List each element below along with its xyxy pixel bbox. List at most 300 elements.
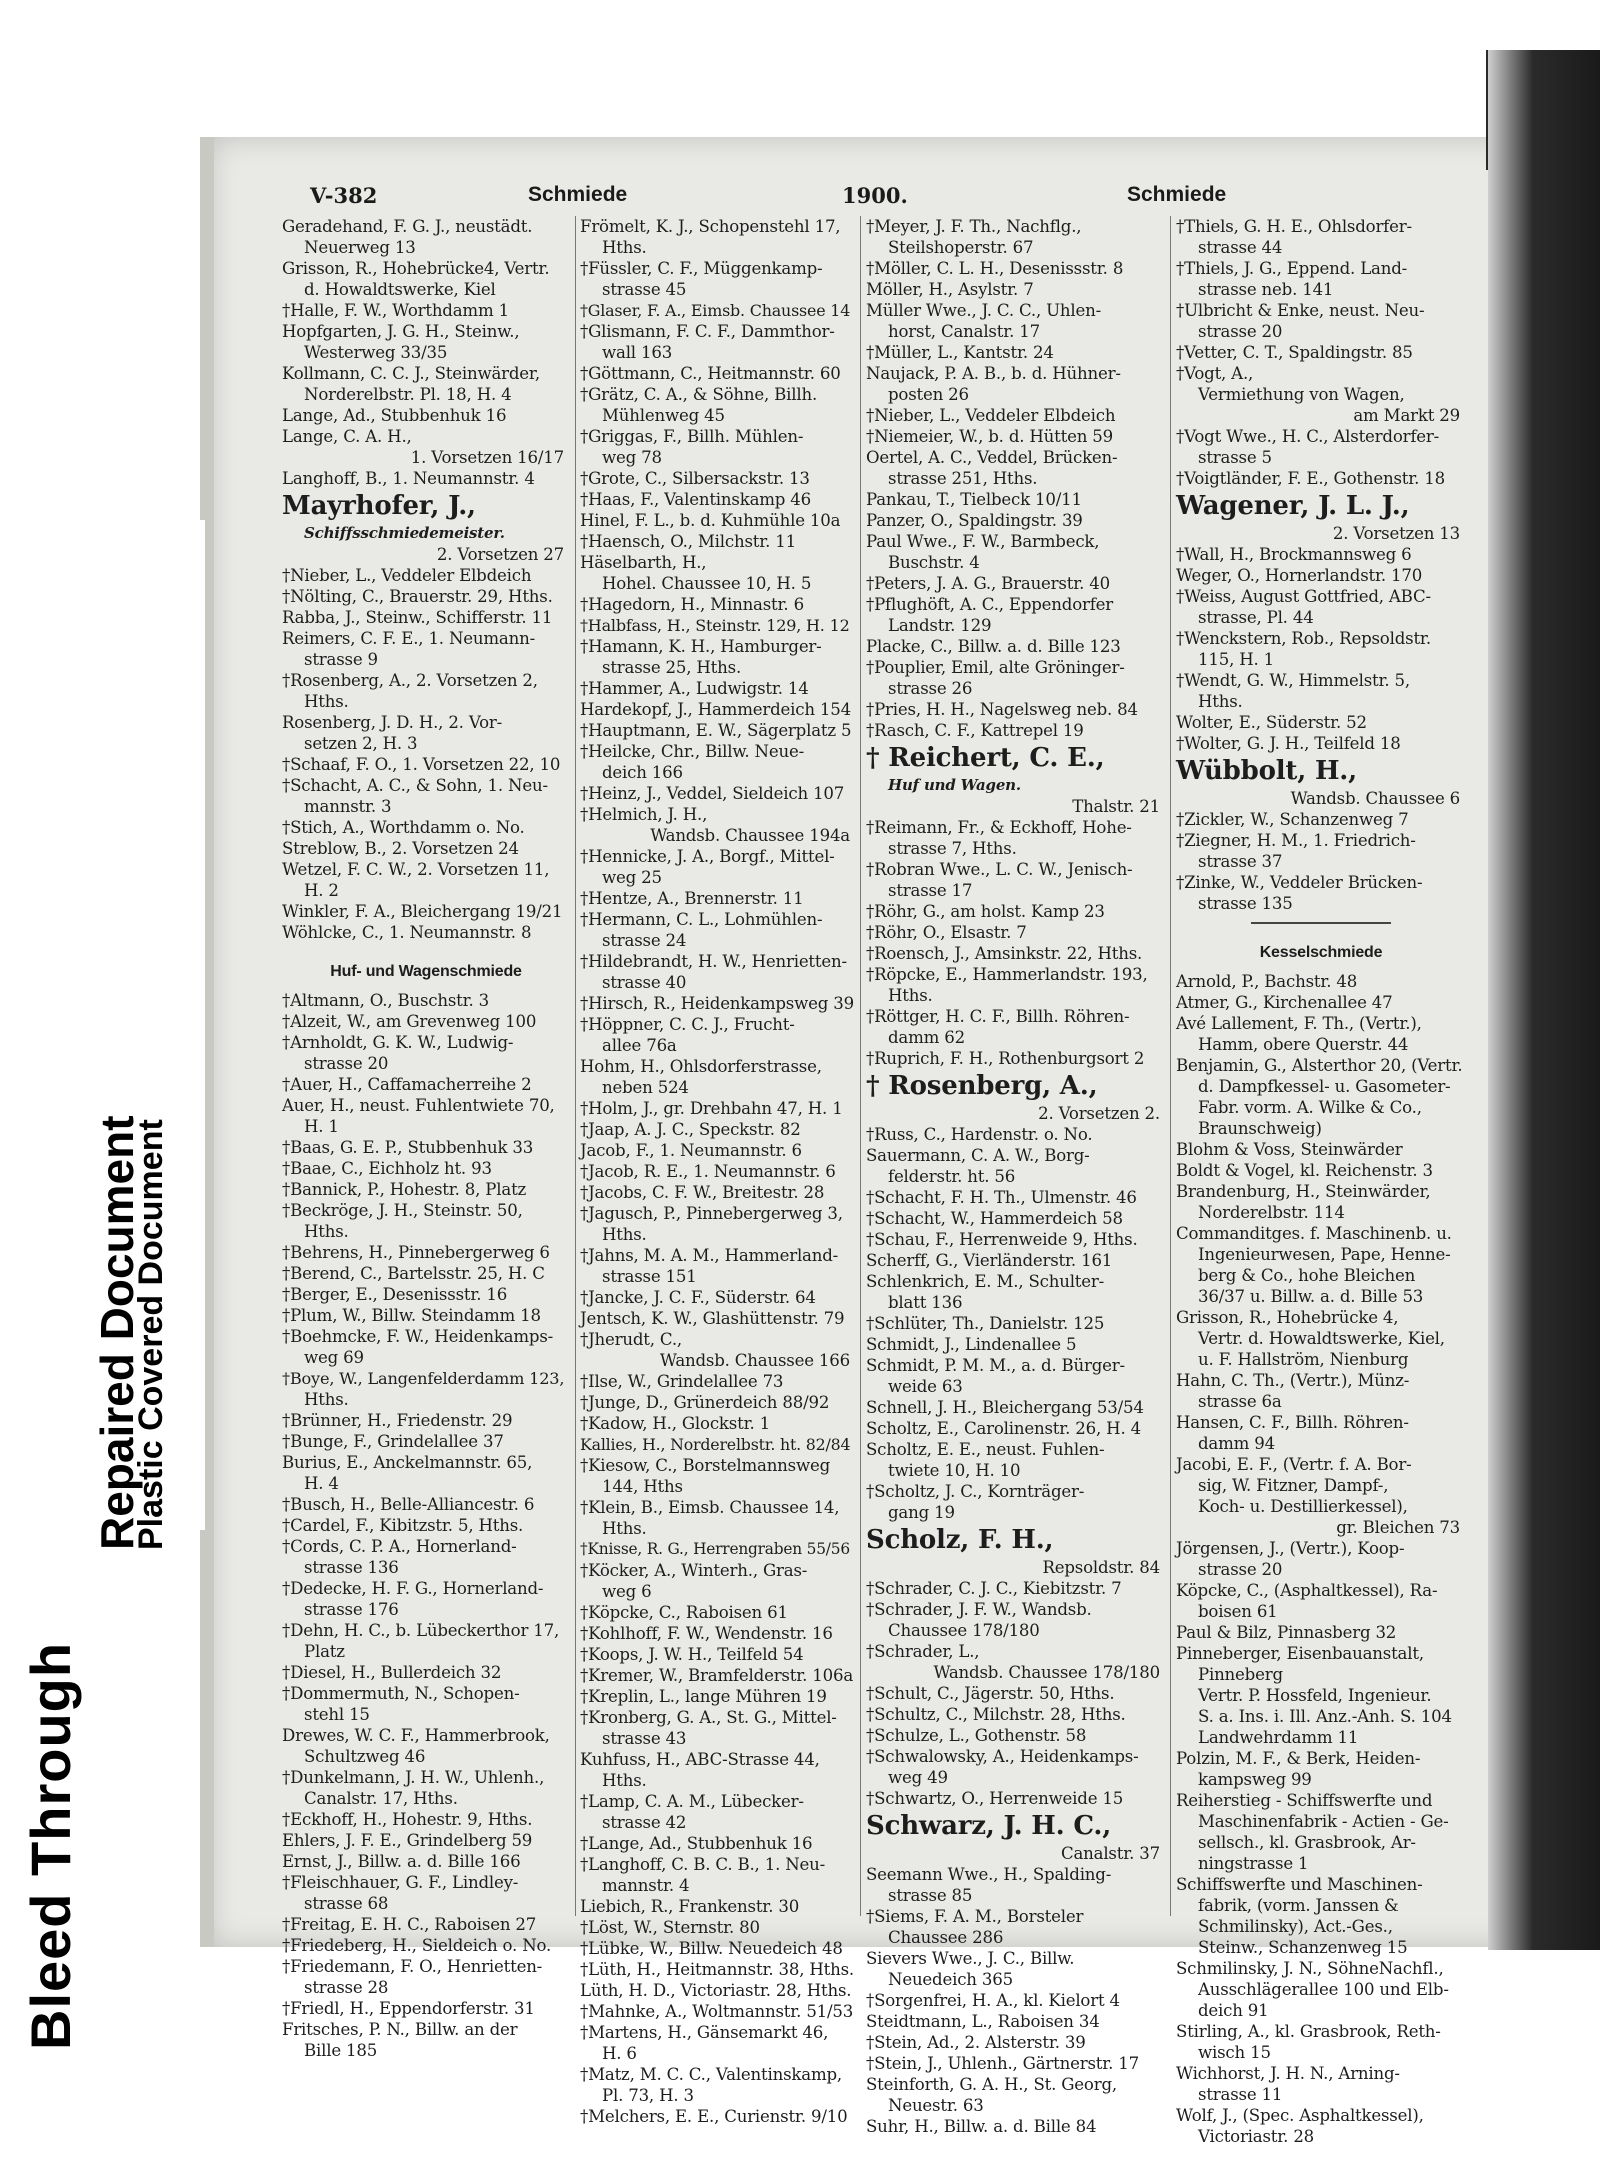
directory-line: wall 163 <box>602 343 673 362</box>
directory-line: †Füssler, C. F., Müggenkamp- <box>580 259 823 278</box>
directory-line: †Grote, C., Silbersackstr. 13 <box>580 469 810 488</box>
directory-line: fabrik, (vorm. Janssen & <box>1198 1896 1399 1915</box>
directory-line: †Brünner, H., Friedenstr. 29 <box>282 1411 513 1430</box>
directory-line: †Hagedorn, H., Minnastr. 6 <box>580 595 804 614</box>
directory-line: †Jherudt, C., <box>580 1330 682 1349</box>
directory-line: †Schrader, C. J. C., Kiebitzstr. 7 <box>866 1579 1122 1598</box>
directory-line: Atmer, G., Kirchenallee 47 <box>1176 993 1393 1012</box>
directory-line: †Schrader, J. F. W., Wandsb. <box>866 1600 1092 1619</box>
directory-line: †Jacob, R. E., 1. Neumannstr. 6 <box>580 1162 836 1181</box>
directory-line: †Kronberg, G. A., St. G., Mittel- <box>580 1708 837 1727</box>
directory-line: †Hermann, C. L., Lohmühlen- <box>580 910 823 929</box>
directory-line: Vermiethung von Wagen, <box>1198 385 1405 404</box>
highlighted-entry: † Rosenberg, A., <box>866 1071 1098 1101</box>
directory-line: strasse 11 <box>1198 2085 1283 2104</box>
directory-line: Müller Wwe., J. C. C., Uhlen- <box>866 301 1102 320</box>
directory-line: †Schaaf, F. O., 1. Vorsetzen 22, 10 <box>282 755 561 774</box>
directory-line: Schmilinsky), Act.-Ges., <box>1198 1917 1393 1936</box>
directory-line: †Glaser, F. A., Eimsb. Chaussee 14 <box>580 301 851 320</box>
directory-line: Hardekopf, J., Hammerdeich 154 <box>580 700 851 719</box>
directory-line: Drewes, W. C. F., Hammerbrook, <box>282 1726 550 1745</box>
directory-line: Ehlers, J. F. E., Grindelberg 59 <box>282 1831 533 1850</box>
directory-line: Köpcke, C., (Asphaltkessel), Ra- <box>1176 1581 1438 1600</box>
directory-line: allee 76a <box>602 1036 677 1055</box>
directory-line: †Göttmann, C., Heitmannstr. 60 <box>580 364 841 383</box>
directory-line: strasse 37 <box>1198 852 1283 871</box>
page-header <box>280 183 1470 215</box>
directory-line: †Halbfass, H., Steinstr. 129, H. 12 <box>580 616 850 635</box>
directory-line: Reimers, C. F. E., 1. Neumann- <box>282 629 535 648</box>
directory-line: Seemann Wwe., H., Spalding- <box>866 1865 1112 1884</box>
directory-line: Ingenieurwesen, Pape, Henne- <box>1198 1245 1451 1264</box>
directory-line: †Matz, M. C. C., Valentinskamp, <box>580 2065 842 2084</box>
directory-line: †Kadow, H., Glockstr. 1 <box>580 1414 770 1433</box>
column-3 <box>866 216 1166 2137</box>
directory-line: Hopfgarten, J. G. H., Steinw., <box>282 322 520 341</box>
directory-line: †Martens, H., Gänsemarkt 46, <box>580 2023 829 2042</box>
section-heading: Huf- und Wagenschmiede <box>330 963 522 980</box>
directory-line: †Friedemann, F. O., Henrietten- <box>282 1957 543 1976</box>
directory-line: Oertel, A. C., Veddel, Brücken- <box>866 448 1118 467</box>
directory-line: strasse 7, Hths. <box>888 839 1017 858</box>
directory-line: Hths. <box>888 986 933 1005</box>
scan-border-right <box>1488 50 1600 1950</box>
directory-line: d. Howaldtswerke, Kiel <box>304 280 496 299</box>
directory-line: †Auer, H., Caffamacherreihe 2 <box>282 1075 532 1094</box>
directory-line: Hths. <box>602 238 647 257</box>
directory-line: Schnell, J. H., Bleichergang 53/54 <box>866 1398 1144 1417</box>
directory-line: strasse 68 <box>304 1894 389 1913</box>
directory-line: 115, H. 1 <box>1198 650 1274 669</box>
directory-line: H. 4 <box>304 1474 339 1493</box>
directory-line: †Müller, L., Kantstr. 24 <box>866 343 1054 362</box>
directory-line: †Altmann, O., Buschstr. 3 <box>282 991 490 1010</box>
directory-line: †Beckröge, J. H., Steinstr. 50, <box>282 1201 523 1220</box>
directory-line: †Friedl, H., Eppendorferstr. 31 <box>282 1999 535 2018</box>
directory-line: am Markt 29 <box>1353 406 1460 425</box>
directory-line: Hths. <box>602 1519 647 1538</box>
directory-line: 2. Vorsetzen 13 <box>1332 524 1460 543</box>
repaired-document-label: Repaired Document <box>91 1115 143 1550</box>
directory-line: Victoriastr. 28 <box>1198 2127 1315 2146</box>
directory-line: horst, Canalstr. 17 <box>888 322 1040 341</box>
directory-line: posten 26 <box>888 385 969 404</box>
directory-line: †Niemeier, W., b. d. Hütten 59 <box>866 427 1113 446</box>
directory-line: S. a. Ins. i. Ill. Anz.-Anh. S. 104 <box>1198 1707 1452 1726</box>
directory-line: Fabr. vorm. A. Wilke & Co., <box>1198 1098 1422 1117</box>
directory-line: †Jancke, J. C. F., Süderstr. 64 <box>580 1288 816 1307</box>
directory-line: weg 25 <box>602 868 662 887</box>
directory-line: Chaussee 286 <box>888 1928 1004 1947</box>
directory-line: Repsoldstr. 84 <box>1042 1558 1160 1577</box>
directory-line: Wolf, J., (Spec. Asphaltkessel), <box>1176 2106 1424 2125</box>
directory-line: wisch 15 <box>1198 2043 1271 2062</box>
directory-line: †Schulze, L., Gothenstr. 58 <box>866 1726 1087 1745</box>
directory-line: Jacob, F., 1. Neumannstr. 6 <box>580 1141 802 1160</box>
directory-line: Schmidt, P. M. M., a. d. Bürger- <box>866 1356 1125 1375</box>
directory-line: †Sorgenfrei, H. A., kl. Kielort 4 <box>866 1991 1120 2010</box>
directory-line: †Röhr, G., am holst. Kamp 23 <box>866 902 1105 921</box>
directory-line: Winkler, F. A., Bleichergang 19/21 <box>282 902 563 921</box>
directory-line: Schultzweg 46 <box>304 1747 426 1766</box>
directory-line: setzen 2, H. 3 <box>304 734 418 753</box>
directory-line: Wandsb. Chaussee 166 <box>659 1351 850 1370</box>
directory-line: †Nieber, L., Veddeler Elbdeich <box>866 406 1116 425</box>
directory-line: †Wendt, G. W., Himmelstr. 5, <box>1176 671 1410 690</box>
directory-line: †Hildebrandt, H. W., Henrietten- <box>580 952 847 971</box>
directory-line: †Bunge, F., Grindelallee 37 <box>282 1432 504 1451</box>
header-right-title: Schmiede <box>1127 183 1227 206</box>
directory-line: strasse 17 <box>888 881 973 900</box>
directory-line: Wandsb. Chaussee 178/180 <box>933 1663 1160 1682</box>
column-4 <box>1176 216 1466 2147</box>
directory-line: †Schwalowsky, A., Heidenkamps- <box>866 1747 1139 1766</box>
side-label-panel <box>0 520 205 2050</box>
directory-line: †Vetter, C. T., Spaldingstr. 85 <box>1176 343 1413 362</box>
directory-line: H. 1 <box>304 1117 339 1136</box>
directory-line: Paul Wwe., F. W., Barmbeck, <box>866 532 1100 551</box>
directory-line: †Siems, F. A. M., Borsteler <box>866 1907 1084 1926</box>
directory-line: Polzin, M. F., & Berk, Heiden- <box>1176 1749 1421 1768</box>
directory-line: Rosenberg, J. D. H., 2. Vor- <box>282 713 503 732</box>
directory-line: Kallies, H., Norderelbstr. ht. 82/84 <box>580 1435 851 1454</box>
directory-line: twiete 10, H. 10 <box>888 1461 1021 1480</box>
page-number: V-382 <box>310 183 378 208</box>
directory-line: neben 524 <box>602 1078 689 1097</box>
directory-line: Kollmann, C. C. J., Steinwärder, <box>282 364 540 383</box>
directory-line: Sievers Wwe., J. C., Billw. <box>866 1949 1075 1968</box>
directory-line: †Röhr, O., Elsastr. 7 <box>866 923 1027 942</box>
directory-line: Avé Lallement, F. Th., (Vertr.), <box>1176 1014 1422 1033</box>
directory-line: Norderelbstr. 114 <box>1198 1203 1345 1222</box>
directory-line: †Schultz, C., Milchstr. 28, Hths. <box>866 1705 1126 1724</box>
directory-line: †Röttger, H. C. F., Billh. Röhren- <box>866 1007 1130 1026</box>
directory-line: mannstr. 4 <box>602 1876 690 1895</box>
directory-line: Liebich, R., Frankenstr. 30 <box>580 1897 800 1916</box>
directory-line: †Friedeberg, H., Sieldeich o. No. <box>282 1936 552 1955</box>
directory-line: Placke, C., Billw. a. d. Bille 123 <box>866 637 1121 656</box>
directory-line: †Schult, C., Jägerstr. 50, Hths. <box>866 1684 1115 1703</box>
directory-line: †Arnholdt, G. K. W., Ludwig- <box>282 1033 514 1052</box>
directory-line: Ausschlägerallee 100 und Elb- <box>1198 1980 1449 1999</box>
directory-line: †Meyer, J. F. Th., Nachflg., <box>866 217 1082 236</box>
directory-line: Suhr, H., Billw. a. d. Bille 84 <box>866 2117 1097 2136</box>
directory-line: Pinneberger, Eisenbauanstalt, <box>1176 1644 1424 1663</box>
directory-line: Koch- u. Destillierkessel), <box>1198 1497 1408 1516</box>
directory-line: †Behrens, H., Pinnebergerweg 6 <box>282 1243 550 1262</box>
directory-line: Reiherstieg - Schiffswerfte und <box>1176 1791 1433 1810</box>
directory-line: †Löst, W., Sternstr. 80 <box>580 1918 760 1937</box>
directory-line: gr. Bleichen 73 <box>1336 1518 1460 1537</box>
directory-line: Jacobi, E. F., (Vertr. f. A. Bor- <box>1176 1455 1412 1474</box>
directory-line: †Peters, J. A. G., Brauerstr. 40 <box>866 574 1110 593</box>
directory-line: Hohel. Chaussee 10, H. 5 <box>602 574 812 593</box>
directory-line: Buschstr. 4 <box>888 553 980 572</box>
directory-line: †Jagusch, P., Pinnebergerweg 3, <box>580 1204 843 1223</box>
directory-line: strasse, Pl. 44 <box>1198 608 1314 627</box>
directory-line: †Diesel, H., Bullerdeich 32 <box>282 1663 502 1682</box>
directory-line: †Koops, J. W. H., Teilfeld 54 <box>580 1645 804 1664</box>
directory-line: strasse 45 <box>602 280 687 299</box>
directory-line: Schlenkrich, E. M., Schulter- <box>866 1272 1105 1291</box>
highlighted-entry: Mayrhofer, J., <box>282 491 476 521</box>
directory-line: Pinneberg <box>1198 1665 1283 1684</box>
directory-line: †Klein, B., Eimsb. Chaussee 14, <box>580 1498 840 1517</box>
directory-line: †Schacht, A. C., & Sohn, 1. Neu- <box>282 776 548 795</box>
header-left-title: Schmiede <box>528 183 628 206</box>
directory-line: †Baae, C., Eichholz ht. 93 <box>282 1159 492 1178</box>
section-rule <box>1251 922 1391 924</box>
directory-line: †Rasch, C. F., Kattrepel 19 <box>866 721 1084 740</box>
directory-line: boisen 61 <box>1198 1602 1278 1621</box>
directory-line: †Hennicke, J. A., Borgf., Mittel- <box>580 847 835 866</box>
directory-line: †Jaap, A. J. C., Speckstr. 82 <box>580 1120 801 1139</box>
highlighted-entry: Wagener, J. L. J., <box>1176 491 1410 521</box>
directory-line: Schiffsschmiedemeister. <box>304 524 505 542</box>
directory-line: Hansen, C. F., Billh. Röhren- <box>1176 1413 1409 1432</box>
directory-line: strasse 6a <box>1198 1392 1282 1411</box>
directory-line: strasse 20 <box>1198 322 1283 341</box>
directory-line: Hamm, obere Querstr. 44 <box>1198 1035 1409 1054</box>
directory-line: Wolter, E., Süderstr. 52 <box>1176 713 1367 732</box>
directory-line: †Halle, F. W., Worthdamm 1 <box>282 301 509 320</box>
directory-line: Häselbarth, H., <box>580 553 707 572</box>
directory-line: †Hauptmann, E. W., Sägerplatz 5 <box>580 721 852 740</box>
directory-line: Vertr. P. Hossfeld, Ingenieur. <box>1198 1686 1432 1705</box>
directory-line: †Kreplin, L., lange Mühren 19 <box>580 1687 827 1706</box>
directory-line: †Ulbricht & Enke, neust. Neu- <box>1176 301 1425 320</box>
directory-line: ningstrasse 1 <box>1198 1854 1309 1873</box>
directory-line: †Haas, F., Valentinskamp 46 <box>580 490 812 509</box>
directory-line: strasse 26 <box>888 679 973 698</box>
directory-line: Kuhfuss, H., ABC-Strasse 44, <box>580 1750 820 1769</box>
directory-line: weg 49 <box>888 1768 948 1787</box>
directory-line: strasse 20 <box>1198 1560 1283 1579</box>
directory-line: †Ruprich, F. H., Rothenburgsort 2 <box>866 1049 1145 1068</box>
directory-line: †Höppner, C. C. J., Frucht- <box>580 1015 795 1034</box>
directory-line: †Ilse, W., Grindelallee 73 <box>580 1372 784 1391</box>
directory-line: strasse neb. 141 <box>1198 280 1334 299</box>
directory-line: †Heilcke, Chr., Billw. Neue- <box>580 742 804 761</box>
directory-line: Platz <box>304 1642 345 1661</box>
directory-line: Langhoff, B., 1. Neumannstr. 4 <box>282 469 535 488</box>
directory-line: †Schacht, W., Hammerdeich 58 <box>866 1209 1123 1228</box>
directory-line: kampsweg 99 <box>1198 1770 1312 1789</box>
column-1 <box>282 216 570 2061</box>
directory-line: †Fleischhauer, G. F., Lindley- <box>282 1873 519 1892</box>
directory-line: †Knisse, R. G., Herrengraben 55/56 <box>580 1540 850 1558</box>
directory-line: Sauermann, C. A. W., Borg- <box>866 1146 1090 1165</box>
directory-line: Chaussee 178/180 <box>888 1621 1040 1640</box>
directory-line: strasse 151 <box>602 1267 697 1286</box>
directory-line: †Alzeit, W., am Grevenweg 100 <box>282 1012 537 1031</box>
directory-line: Auer, H., neust. Fuhlentwiete 70, <box>282 1096 555 1115</box>
directory-line: †Möller, C. L. H., Desenissstr. 8 <box>866 259 1124 278</box>
directory-line: Paul & Bilz, Pinnasberg 32 <box>1176 1623 1397 1642</box>
directory-line: Brandenburg, H., Steinwärder, <box>1176 1182 1431 1201</box>
directory-line: †Busch, H., Belle-Alliancestr. 6 <box>282 1495 535 1514</box>
directory-line: Grisson, R., Hohebrücke4, Vertr. <box>282 259 550 278</box>
directory-line: Lange, Ad., Stubbenhuk 16 <box>282 406 507 425</box>
directory-line: 144, Hths <box>602 1477 683 1496</box>
directory-line: Wetzel, F. C. W., 2. Vorsetzen 11, <box>282 860 550 879</box>
directory-line: †Junge, D., Grünerdeich 88/92 <box>580 1393 830 1412</box>
directory-line: Schmilinsky, J. N., SöhneNachfl., <box>1176 1959 1444 1978</box>
directory-line: †Schacht, F. H. Th., Ulmenstr. 46 <box>866 1188 1137 1207</box>
directory-line: †Jahns, M. A. M., Hammerland- <box>580 1246 839 1265</box>
directory-line: Benjamin, G., Alsterthor 20, (Vertr. <box>1176 1056 1463 1075</box>
directory-line: 1. Vorsetzen 16/17 <box>410 448 564 467</box>
directory-line: †Boehmcke, F. W., Heidenkamps- <box>282 1327 554 1346</box>
directory-line: Hohm, H., Ohlsdorferstrasse, <box>580 1057 822 1076</box>
directory-line: †Nölting, C., Brauerstr. 29, Hths. <box>282 587 553 606</box>
directory-line: Panzer, O., Spaldingstr. 39 <box>866 511 1083 530</box>
directory-line: †Russ, C., Hardenstr. o. No. <box>866 1125 1093 1144</box>
section-heading: Kesselschmiede <box>1259 944 1383 961</box>
directory-line: weg 78 <box>602 448 662 467</box>
directory-line: †Schlüter, Th., Danielstr. 125 <box>866 1314 1105 1333</box>
directory-line: †Berger, E., Desenissstr. 16 <box>282 1285 508 1304</box>
directory-line: Vertr. d. Howaldtswerke, Kiel, <box>1198 1329 1445 1348</box>
directory-line: Scherff, G., Vierländerstr. 161 <box>866 1251 1113 1270</box>
directory-line: strasse 5 <box>1198 448 1272 467</box>
column-2 <box>580 216 856 2127</box>
directory-line: †Thiels, J. G., Eppend. Land- <box>1176 259 1408 278</box>
directory-line: Neuestr. 63 <box>888 2096 984 2115</box>
directory-line: Ernst, J., Billw. a. d. Bille 166 <box>282 1852 521 1871</box>
directory-line: †Mahnke, A., Woltmannstr. 51/53 <box>580 2002 854 2021</box>
directory-line: Canalstr. 17, Hths. <box>304 1789 458 1808</box>
directory-line: Jörgensen, J., (Vertr.), Koop- <box>1176 1539 1405 1558</box>
directory-line: gang 19 <box>888 1503 955 1522</box>
directory-line: weide 63 <box>888 1377 963 1396</box>
directory-line: †Weiss, August Gottfried, ABC- <box>1176 587 1431 606</box>
directory-line: †Dedecke, H. F. G., Hornerland- <box>282 1579 544 1598</box>
directory-line: Wandsb. Chaussee 194a <box>650 826 850 845</box>
directory-line: felderstr. ht. 56 <box>888 1167 1016 1186</box>
directory-line: 2. Vorsetzen 27 <box>436 545 564 564</box>
directory-line: †Grätz, C. A., & Söhne, Billh. <box>580 385 818 404</box>
directory-line: †Langhoff, C. B. C. B., 1. Neu- <box>580 1855 826 1874</box>
directory-line: Jentsch, K. W., Glashüttenstr. 79 <box>580 1309 845 1328</box>
highlighted-entry: Schwarz, J. H. C., <box>866 1811 1112 1841</box>
highlighted-entry: Wübbolt, H., <box>1176 756 1358 786</box>
directory-line: †Hirsch, R., Heidenkampsweg 39 <box>580 994 854 1013</box>
directory-line: damm 94 <box>1198 1434 1275 1453</box>
directory-line: †Kiesow, C., Borstelmannsweg <box>580 1456 831 1475</box>
column-divider <box>1170 216 1171 1916</box>
directory-line: †Boye, W., Langenfelderdamm 123, <box>282 1369 565 1388</box>
directory-line: Rabba, J., Steinw., Schifferstr. 11 <box>282 608 553 627</box>
directory-line: deich 166 <box>602 763 683 782</box>
directory-line: †Nieber, L., Veddeler Elbdeich <box>282 566 532 585</box>
directory-line: Pl. 73, H. 3 <box>602 2086 694 2105</box>
directory-line: strasse 85 <box>888 1886 973 1905</box>
directory-line: Hths. <box>304 1390 349 1409</box>
directory-line: †Ziegner, H. M., 1. Friedrich- <box>1176 831 1416 850</box>
directory-line: †Kremer, W., Bramfelderstr. 106a <box>580 1666 854 1685</box>
directory-line: †Wall, H., Brockmannsweg 6 <box>1176 545 1412 564</box>
directory-line: Möller, H., Asylstr. 7 <box>866 280 1034 299</box>
directory-line: †Reimann, Fr., & Eckhoff, Hohe- <box>866 818 1132 837</box>
directory-line: deich 91 <box>1198 2001 1269 2020</box>
directory-line: Norderelbstr. Pl. 18, H. 4 <box>304 385 512 404</box>
directory-line: 2. Vorsetzen 2. <box>1038 1104 1160 1123</box>
directory-line: berg & Co., hohe Bleichen <box>1198 1266 1416 1285</box>
directory-line: †Griggas, F., Billh. Mühlen- <box>580 427 804 446</box>
directory-line: †Scholtz, J. C., Kornträger- <box>866 1482 1085 1501</box>
directory-line: †Berend, C., Bartelsstr. 25, H. C <box>282 1264 545 1283</box>
directory-line: Hths. <box>602 1771 647 1790</box>
directory-line: †Zickler, W., Schanzenweg 7 <box>1176 810 1409 829</box>
directory-line: †Hammer, A., Ludwigstr. 14 <box>580 679 809 698</box>
directory-line: †Dunkelmann, J. H. W., Uhlenh., <box>282 1768 545 1787</box>
directory-line: †Glismann, F. C. F., Dammthor- <box>580 322 835 341</box>
directory-line: †Schau, F., Herrenweide 9, Hths. <box>866 1230 1138 1249</box>
directory-line: Huf und Wagen. <box>888 776 1021 794</box>
plastic-covered-label: Plastic Covered Document <box>132 1119 170 1550</box>
directory-line: Schiffswerfte und Maschinen- <box>1176 1875 1423 1894</box>
directory-line: Lüth, H. D., Victoriastr. 28, Hths. <box>580 1981 852 2000</box>
directory-line: Canalstr. 37 <box>1060 1844 1160 1863</box>
directory-line: Steidtmann, L., Raboisen 34 <box>866 2012 1100 2031</box>
directory-line: Wöhlcke, C., 1. Neumannstr. 8 <box>282 923 532 942</box>
directory-line: Hths. <box>304 1222 349 1241</box>
directory-line: strasse 25, Hths. <box>602 658 742 677</box>
directory-line: Steinw., Schanzenweg 15 <box>1198 1938 1408 1957</box>
directory-line: †Kohlhoff, F. W., Wendenstr. 16 <box>580 1624 833 1643</box>
directory-line: Boldt & Vogel, kl. Reichenstr. 3 <box>1176 1161 1433 1180</box>
directory-line: †Köpcke, C., Raboisen 61 <box>580 1603 788 1622</box>
directory-line: Wandsb. Chaussee 6 <box>1290 789 1460 808</box>
directory-line: †Schwartz, O., Herrenweide 15 <box>866 1789 1124 1808</box>
directory-line: †Hentze, A., Brennerstr. 11 <box>580 889 804 908</box>
directory-line: sig, W. Fitzner, Dampf-, <box>1198 1476 1389 1495</box>
directory-line: strasse 40 <box>602 973 687 992</box>
directory-line: †Stein, J., Uhlenh., Gärtnerstr. 17 <box>866 2054 1140 2073</box>
directory-line: †Helmich, J. H., <box>580 805 708 824</box>
directory-line: 36/37 u. Billw. a. d. Bille 53 <box>1198 1287 1424 1306</box>
directory-line: strasse 24 <box>602 931 687 950</box>
directory-line: †Lübke, W., Billw. Neuedeich 48 <box>580 1939 843 1958</box>
directory-line: †Wolter, G. J. H., Teilfeld 18 <box>1176 734 1401 753</box>
directory-line: Hahn, C. Th., (Vertr.), Münz- <box>1176 1371 1410 1390</box>
directory-line: Hinel, F. L., b. d. Kuhmühle 10a <box>580 511 841 530</box>
directory-line: †Zinke, W., Veddeler Brücken- <box>1176 873 1423 892</box>
directory-line: weg 6 <box>602 1582 652 1601</box>
directory-line: Schmidt, J., Lindenallee 5 <box>866 1335 1077 1354</box>
directory-line: Burius, E., Anckelmannstr. 65, <box>282 1453 533 1472</box>
directory-line: †Dehn, H. C., b. Lübeckerthor 17, <box>282 1621 560 1640</box>
directory-line: †Lange, Ad., Stubbenhuk 16 <box>580 1834 813 1853</box>
directory-line: strasse 135 <box>1198 894 1293 913</box>
bleed-through-label: Bleed Through <box>19 1641 82 2050</box>
directory-line: Frömelt, K. J., Schopenstehl 17, <box>580 217 841 236</box>
directory-line: †Dommermuth, N., Schopen- <box>282 1684 520 1703</box>
directory-line: †Vogt Wwe., H. C., Alsterdorfer- <box>1176 427 1440 446</box>
directory-line: Stirling, A., kl. Grasbrook, Reth- <box>1176 2022 1441 2041</box>
directory-line: blatt 136 <box>888 1293 963 1312</box>
directory-line: Commanditges. f. Maschinenb. u. <box>1176 1224 1452 1243</box>
directory-line: †Plum, W., Billw. Steindamm 18 <box>282 1306 541 1325</box>
directory-line: stehl 15 <box>304 1705 370 1724</box>
directory-line: Arnold, P., Bachstr. 48 <box>1176 972 1358 991</box>
directory-line: †Pflughöft, A. C., Eppendorfer <box>866 595 1114 614</box>
directory-line: Maschinenfabrik - Actien - Ge- <box>1198 1812 1449 1831</box>
directory-line: Neuedeich 365 <box>888 1970 1013 1989</box>
directory-line: sellsch., kl. Grasbrook, Ar- <box>1198 1833 1416 1852</box>
header-year: 1900. <box>842 183 908 208</box>
